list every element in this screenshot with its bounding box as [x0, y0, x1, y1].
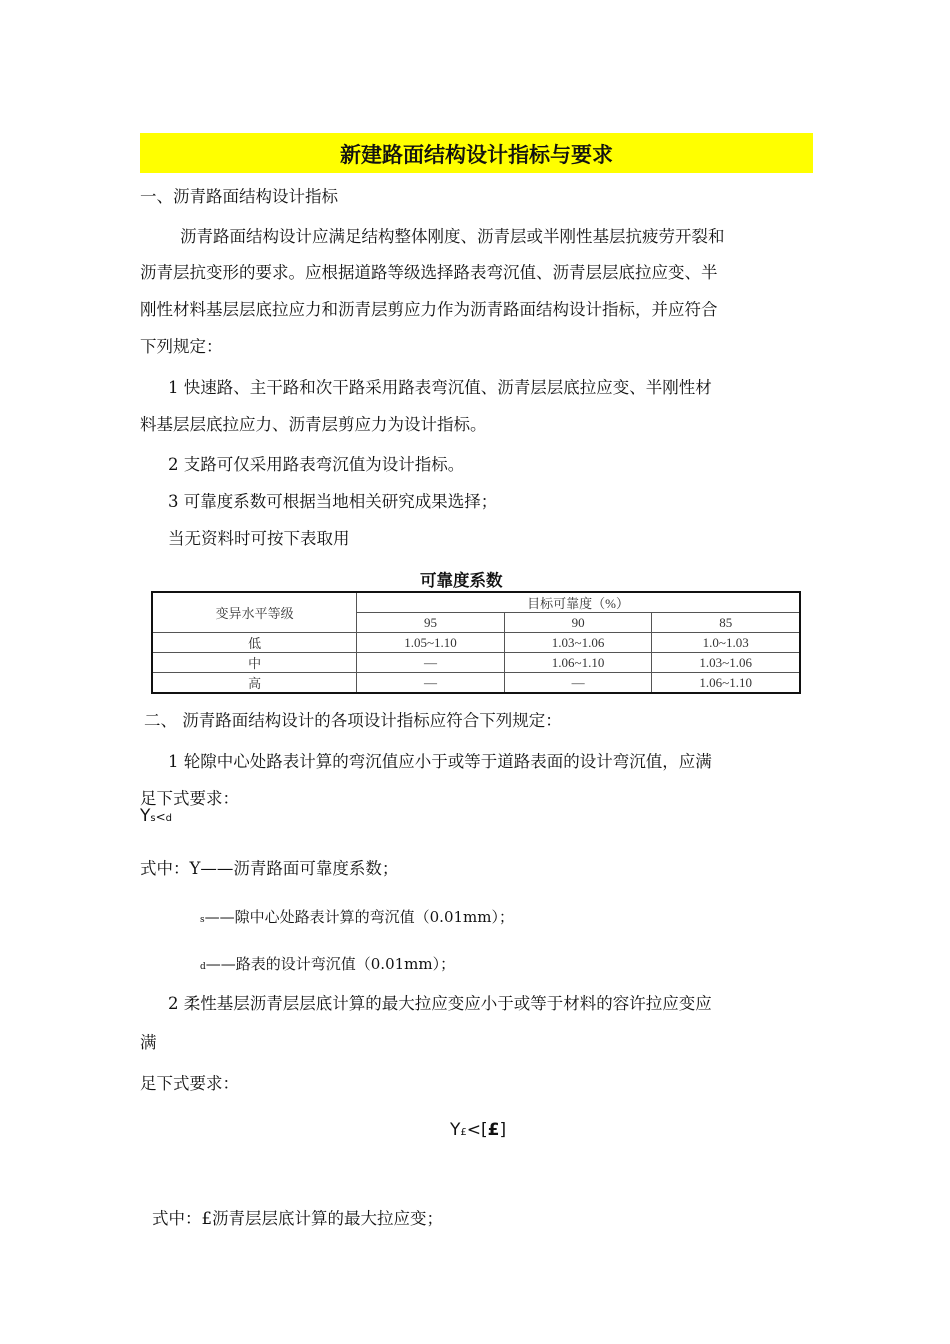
def-design-deflection: d——路表的设计弯沉值（0.01mm）； [200, 955, 456, 973]
table-caption: 可靠度系数 [420, 571, 503, 590]
section2-item2-line: 满 [140, 1033, 157, 1052]
section2-item1-line: 1 轮隙中心处路表计算的弯沉值应小于或等于道路表面的设计弯沉值，应满 [168, 752, 712, 771]
section1-para-line: 刚性材料基层层底拉应力和沥青层剪应力作为沥青路面结构设计指标，并应符合 [140, 300, 718, 319]
table-row [152, 653, 800, 673]
table-header-level: 变异水平等级 [152, 592, 357, 633]
table-row [152, 673, 800, 694]
table-cell: 1.03~1.06 [504, 633, 652, 653]
table-col-header: 90 [504, 613, 652, 633]
section1-para-line: 沥青路面结构设计应满足结构整体刚度、沥青层或半刚性基层抗疲劳开裂和 [180, 227, 725, 246]
title-banner [140, 133, 813, 173]
table-header-group: 目标可靠度（%） [357, 592, 800, 613]
where-reliability: 式中：Y——沥青路面可靠度系数； [140, 859, 399, 878]
reliability-table [151, 591, 801, 694]
table-cell: 1.03~1.06 [652, 653, 800, 673]
table-cell: 1.0~1.03 [652, 633, 800, 653]
section1-item1-line: 1 快速路、主干路和次干路采用路表弯沉值、沥青层层底拉应变、半刚性材 [168, 378, 712, 397]
section1-item2: 2 支路可仅采用路表弯沉值为设计指标。 [168, 455, 465, 474]
formula-strain: Y£<[£] [450, 1120, 507, 1140]
table-cell: — [504, 673, 652, 694]
formula-deflection: Ys<d [140, 806, 173, 826]
table-cell: 1.06~1.10 [504, 653, 652, 673]
section1-item1-line: 料基层层底拉应力、沥青层剪应力为设计指标。 [140, 415, 487, 434]
table-cell: — [357, 673, 505, 694]
section1-item4: 当无资料时可按下表取用 [168, 529, 350, 548]
table-col-header: 95 [357, 613, 505, 633]
section1-para-line: 下列规定： [140, 337, 223, 356]
table-row [152, 633, 800, 653]
def-calculated-deflection: s——隙中心处路表计算的弯沉值（0.01mm）； [200, 908, 514, 926]
page-title: 新建路面结构设计指标与要求 [340, 143, 613, 167]
table-row-label: 中 [152, 653, 357, 673]
where-max-strain: 式中：£沥青层层底计算的最大拉应变； [152, 1209, 443, 1228]
table-row-label: 高 [152, 673, 357, 694]
section1-heading: 一、沥青路面结构设计指标 [140, 187, 338, 206]
section2-item1-line: 足下式要求： [140, 789, 239, 808]
section2-item2-line: 2 柔性基层沥青层层底计算的最大拉应变应小于或等于材料的容许拉应变应 [168, 994, 712, 1013]
table-col-header: 85 [652, 613, 800, 633]
section2-heading: 二、 沥青路面结构设计的各项设计指标应符合下列规定： [144, 711, 562, 730]
table-cell: 1.06~1.10 [652, 673, 800, 694]
section2-item2-line: 足下式要求： [140, 1074, 239, 1093]
section1-item3: 3 可靠度系数可根据当地相关研究成果选择； [168, 492, 498, 511]
table-cell: 1.05~1.10 [357, 633, 505, 653]
table-cell: — [357, 653, 505, 673]
section1-para-line: 沥青层抗变形的要求。应根据道路等级选择路表弯沉值、沥青层层底拉应变、半 [140, 263, 718, 282]
table-row-label: 低 [152, 633, 357, 653]
